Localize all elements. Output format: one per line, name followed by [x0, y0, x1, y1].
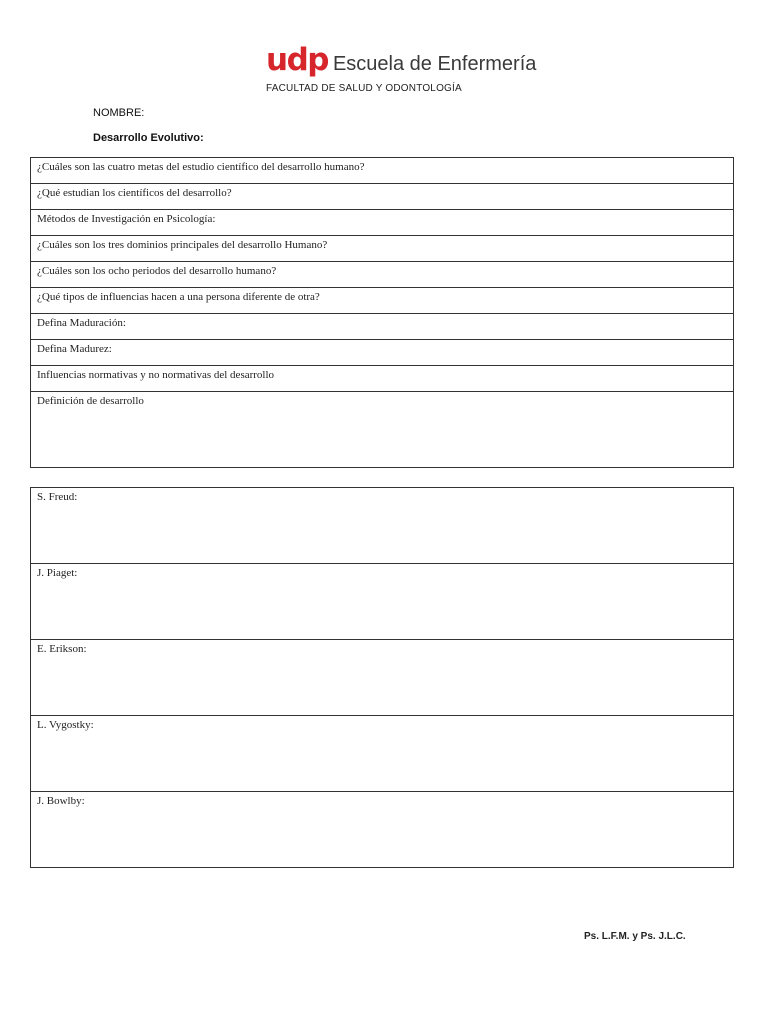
question-cell: ¿Cuáles son los tres dominios principales del desarrollo Humano? — [31, 236, 734, 262]
question-cell: ¿Cuáles son las cuatro metas del estudio científico del desarrollo humano? — [31, 158, 734, 184]
theorists-table — [30, 487, 734, 868]
question-cell: Defina Madurez: — [31, 340, 734, 366]
table-row — [31, 262, 734, 288]
question-cell: Defina Maduración: — [31, 314, 734, 340]
question-cell: ¿Qué tipos de influencias hacen a una persona diferente de otra? — [31, 288, 734, 314]
theorist-cell: L. Vygostky: — [31, 716, 734, 792]
question-cell: Influencias normativas y no normativas del desarrollo — [31, 366, 734, 392]
table-row — [31, 716, 734, 792]
logo — [266, 44, 536, 80]
table-row — [31, 184, 734, 210]
question-cell: ¿Cuáles son los ocho periodos del desarrollo humano? — [31, 262, 734, 288]
question-cell: Métodos de Investigación en Psicología: — [31, 210, 734, 236]
theorist-cell: J. Piaget: — [31, 564, 734, 640]
table-row — [31, 288, 734, 314]
udp-logo-mark: udp — [266, 42, 328, 78]
desarrollo-evolutivo-label — [93, 132, 204, 144]
theorist-cell: S. Freud: — [31, 488, 734, 564]
question-cell: Definición de desarrollo — [31, 392, 734, 468]
table-row — [31, 236, 734, 262]
document-header — [266, 44, 536, 94]
table-row — [31, 640, 734, 716]
table-row — [31, 392, 734, 468]
table-row — [31, 340, 734, 366]
table-row — [31, 792, 734, 868]
table-row — [31, 488, 734, 564]
table-row — [31, 158, 734, 184]
school-name: Escuela de Enfermería — [332, 53, 537, 75]
question-cell: ¿Qué estudian los científicos del desarrollo? — [31, 184, 734, 210]
theorist-cell: J. Bowlby: — [31, 792, 734, 868]
questions-table — [30, 157, 734, 468]
table-row — [31, 314, 734, 340]
table-row — [31, 564, 734, 640]
theorist-cell: E. Erikson: — [31, 640, 734, 716]
desarrollo-evolutivo-text: Desarrollo Evolutivo: — [93, 132, 204, 144]
faculty-name: FACULTAD DE SALUD Y ODONTOLOGÍA — [266, 83, 462, 94]
footer-authors: Ps. L.F.M. y Ps. J.L.C. — [584, 931, 686, 942]
table-row — [31, 366, 734, 392]
table-row — [31, 210, 734, 236]
nombre-label: NOMBRE: — [93, 107, 145, 119]
